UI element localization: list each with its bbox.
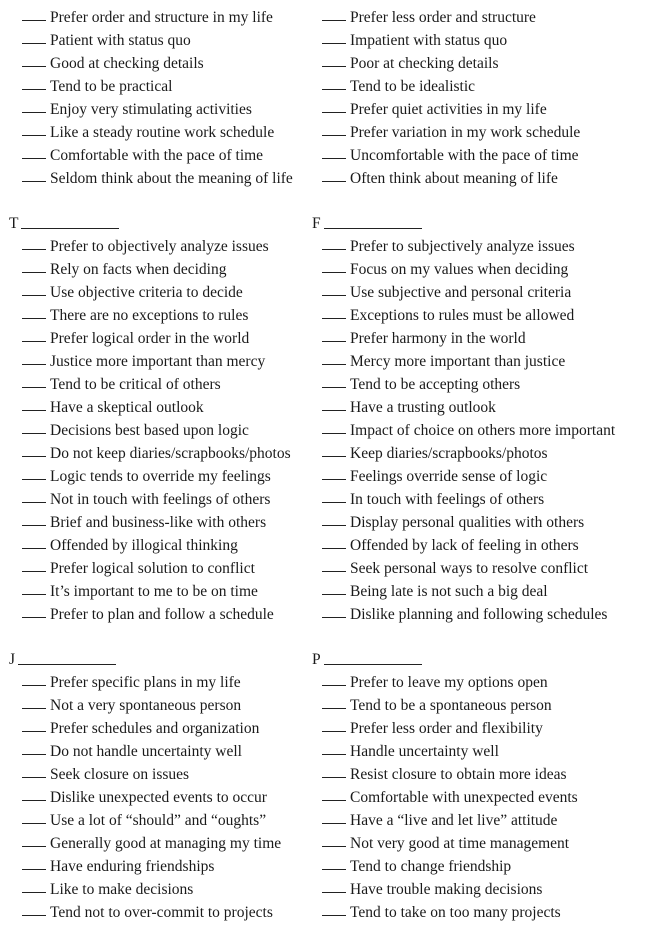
checklist-item-text: Exceptions to rules must be allowed bbox=[350, 307, 575, 324]
checklist-item-text: Handle uncertainty well bbox=[350, 743, 499, 760]
checklist-item-text: Keep diaries/scrapbooks/photos bbox=[350, 445, 548, 462]
check-blank[interactable] bbox=[22, 855, 46, 870]
checklist-item bbox=[22, 304, 291, 327]
check-blank[interactable] bbox=[22, 258, 46, 273]
checklist-item bbox=[322, 603, 615, 626]
checklist-item bbox=[22, 786, 281, 809]
checklist-item bbox=[322, 419, 615, 442]
checklist-item-text: Being late is not such a big deal bbox=[350, 583, 548, 600]
check-blank[interactable] bbox=[22, 52, 46, 67]
check-blank[interactable] bbox=[22, 373, 46, 388]
check-blank[interactable] bbox=[322, 465, 346, 480]
check-blank[interactable] bbox=[322, 786, 346, 801]
checklist-item bbox=[22, 6, 293, 29]
checklist-item bbox=[22, 258, 291, 281]
check-blank[interactable] bbox=[22, 557, 46, 572]
checklist-item bbox=[22, 419, 291, 442]
checklist-item-text: Tend to be idealistic bbox=[350, 78, 476, 95]
check-blank[interactable] bbox=[322, 396, 346, 411]
checklist-item-text: Prefer variation in my work schedule bbox=[350, 124, 581, 141]
check-blank[interactable] bbox=[322, 488, 346, 503]
section3-right-column bbox=[322, 671, 578, 924]
checklist-item-text: Do not keep diaries/scrapbooks/photos bbox=[50, 445, 291, 462]
checklist-item bbox=[22, 580, 291, 603]
check-blank[interactable] bbox=[22, 717, 46, 732]
checklist-item bbox=[22, 511, 291, 534]
checklist-item-text: Prefer harmony in the world bbox=[350, 330, 526, 347]
checklist-item-text: Not in touch with feelings of others bbox=[50, 491, 271, 508]
check-blank[interactable] bbox=[22, 786, 46, 801]
checklist-item bbox=[22, 75, 293, 98]
checklist-item-text: Uncomfortable with the pace of time bbox=[350, 147, 579, 164]
checklist-item-text: Enjoy very stimulating activities bbox=[50, 101, 252, 118]
checklist-item-text: Prefer logical order in the world bbox=[50, 330, 250, 347]
checklist-item bbox=[22, 98, 293, 121]
checklist-item bbox=[322, 235, 615, 258]
checklist-item-text: Use objective criteria to decide bbox=[50, 284, 243, 301]
check-blank[interactable] bbox=[22, 327, 46, 342]
check-blank[interactable] bbox=[22, 29, 46, 44]
check-blank[interactable] bbox=[322, 809, 346, 824]
section2-left-column bbox=[22, 235, 291, 626]
checklist-item bbox=[322, 786, 578, 809]
check-blank[interactable] bbox=[322, 258, 346, 273]
checklist-item-text: Dislike unexpected events to occur bbox=[50, 789, 267, 806]
checklist-item bbox=[22, 396, 291, 419]
section3-left-column bbox=[22, 671, 281, 924]
check-blank[interactable] bbox=[322, 855, 346, 870]
section2-right-column bbox=[322, 235, 615, 626]
checklist-item bbox=[322, 442, 615, 465]
check-blank[interactable] bbox=[22, 740, 46, 755]
check-blank[interactable] bbox=[322, 373, 346, 388]
checklist-item bbox=[322, 121, 580, 144]
check-blank[interactable] bbox=[22, 350, 46, 365]
check-blank[interactable] bbox=[322, 717, 346, 732]
check-blank[interactable] bbox=[322, 98, 346, 113]
checklist-item-text: Brief and business-like with others bbox=[50, 514, 267, 531]
checklist-item bbox=[22, 717, 281, 740]
checklist-item bbox=[22, 29, 293, 52]
check-blank[interactable] bbox=[322, 603, 346, 618]
checklist-item-text: Tend to be practical bbox=[50, 78, 173, 95]
checklist-item-text: Prefer less order and structure bbox=[350, 9, 536, 26]
check-blank[interactable] bbox=[22, 878, 46, 893]
checklist-item-text: Impatient with status quo bbox=[350, 32, 508, 49]
check-blank[interactable] bbox=[322, 534, 346, 549]
checklist-item bbox=[22, 121, 293, 144]
checklist-item bbox=[22, 350, 291, 373]
checklist-item bbox=[22, 534, 291, 557]
checklist-item-text: Resist closure to obtain more ideas bbox=[350, 766, 567, 783]
checklist-item-text: Prefer to leave my options open bbox=[350, 674, 548, 691]
checklist-item bbox=[322, 144, 580, 167]
checklist-item-text: Patient with status quo bbox=[50, 32, 191, 49]
section2-left-header bbox=[9, 214, 119, 234]
section2-right-header bbox=[312, 214, 422, 234]
checklist-item bbox=[22, 740, 281, 763]
header-score-line[interactable] bbox=[18, 650, 116, 665]
checklist-item-text: Have a trusting outlook bbox=[350, 399, 496, 416]
checklist-item bbox=[322, 396, 615, 419]
checklist-item bbox=[322, 98, 580, 121]
check-blank[interactable] bbox=[22, 396, 46, 411]
checklist-item-text: Prefer to objectively analyze issues bbox=[50, 238, 269, 255]
checklist-item bbox=[322, 511, 615, 534]
check-blank[interactable] bbox=[22, 442, 46, 457]
checklist-item-text: It’s important to me to be on time bbox=[50, 583, 258, 600]
header-score-line[interactable] bbox=[324, 214, 422, 229]
checklist-item bbox=[322, 327, 615, 350]
checklist-item-text: Good at checking details bbox=[50, 55, 204, 72]
header-letter-f: F bbox=[312, 215, 321, 232]
check-blank[interactable] bbox=[22, 534, 46, 549]
checklist-item bbox=[322, 75, 580, 98]
checklist-item-text: Seek personal ways to resolve conflict bbox=[350, 560, 589, 577]
checklist-item-text: Do not handle uncertainty well bbox=[50, 743, 242, 760]
checklist-item-text: Like a steady routine work schedule bbox=[50, 124, 275, 141]
check-blank[interactable] bbox=[22, 144, 46, 159]
checklist-item bbox=[322, 855, 578, 878]
checklist-item bbox=[22, 878, 281, 901]
checklist-item-text: Mercy more important than justice bbox=[350, 353, 566, 370]
check-blank[interactable] bbox=[322, 832, 346, 847]
checklist-item-text: Prefer specific plans in my life bbox=[50, 674, 241, 691]
checklist-item bbox=[22, 832, 281, 855]
check-blank[interactable] bbox=[322, 327, 346, 342]
checklist-item bbox=[22, 488, 291, 511]
check-blank[interactable] bbox=[322, 878, 346, 893]
checklist-item-text: Tend not to over-commit to projects bbox=[50, 904, 273, 921]
checklist-item bbox=[322, 281, 615, 304]
checklist-item bbox=[22, 694, 281, 717]
check-blank[interactable] bbox=[322, 52, 346, 67]
check-blank[interactable] bbox=[322, 6, 346, 21]
checklist-item-text: Tend to change friendship bbox=[350, 858, 512, 875]
check-blank[interactable] bbox=[322, 580, 346, 595]
check-blank[interactable] bbox=[322, 235, 346, 250]
checklist-item-text: Poor at checking details bbox=[350, 55, 499, 72]
checklist-item bbox=[22, 52, 293, 75]
checklist-item bbox=[22, 465, 291, 488]
checklist-item-text: Focus on my values when deciding bbox=[350, 261, 569, 278]
checklist-item bbox=[322, 901, 578, 924]
checklist-item-text: Not a very spontaneous person bbox=[50, 697, 242, 714]
check-blank[interactable] bbox=[322, 557, 346, 572]
check-blank[interactable] bbox=[22, 465, 46, 480]
check-blank[interactable] bbox=[22, 603, 46, 618]
checklist-item-text: Have a “live and let live” attitude bbox=[350, 812, 558, 829]
checklist-item bbox=[22, 235, 291, 258]
check-blank[interactable] bbox=[22, 901, 46, 916]
checklist-item-text: Seldom think about the meaning of life bbox=[50, 170, 293, 187]
checklist-item-text: Prefer to plan and follow a schedule bbox=[50, 606, 274, 623]
checklist-item-text: Have a skeptical outlook bbox=[50, 399, 204, 416]
checklist-item-text: Feelings override sense of logic bbox=[350, 468, 548, 485]
check-blank[interactable] bbox=[322, 304, 346, 319]
check-blank[interactable] bbox=[22, 809, 46, 824]
checklist-item bbox=[322, 488, 615, 511]
checklist-item bbox=[22, 167, 293, 190]
check-blank[interactable] bbox=[322, 281, 346, 296]
checklist-item-text: Prefer less order and flexibility bbox=[350, 720, 543, 737]
checklist-item-text: Have trouble making decisions bbox=[350, 881, 543, 898]
checklist-item-text: There are no exceptions to rules bbox=[50, 307, 249, 324]
checklist-item-text: Rely on facts when deciding bbox=[50, 261, 227, 278]
check-blank[interactable] bbox=[322, 419, 346, 434]
checklist-item bbox=[22, 373, 291, 396]
checklist-item-text: Prefer to subjectively analyze issues bbox=[350, 238, 575, 255]
checklist-item-text: Offended by illogical thinking bbox=[50, 537, 238, 554]
checklist-item bbox=[22, 901, 281, 924]
checklist-item bbox=[322, 580, 615, 603]
checklist-item-text: Prefer logical solution to conflict bbox=[50, 560, 255, 577]
check-blank[interactable] bbox=[22, 419, 46, 434]
checklist-item-text: Generally good at managing my time bbox=[50, 835, 282, 852]
checklist-item bbox=[322, 878, 578, 901]
checklist-item-text: Comfortable with unexpected events bbox=[350, 789, 578, 806]
checklist-item bbox=[322, 167, 580, 190]
check-blank[interactable] bbox=[22, 121, 46, 136]
checklist-item bbox=[322, 694, 578, 717]
checklist-item-text: Like to make decisions bbox=[50, 881, 194, 898]
checklist-item bbox=[322, 350, 615, 373]
header-score-line[interactable] bbox=[21, 214, 119, 229]
checklist-item bbox=[22, 442, 291, 465]
checklist-item bbox=[322, 52, 580, 75]
checklist-item-text: Justice more important than mercy bbox=[50, 353, 266, 370]
check-blank[interactable] bbox=[322, 167, 346, 182]
checklist-item bbox=[322, 534, 615, 557]
header-letter-j: J bbox=[9, 651, 16, 668]
check-blank[interactable] bbox=[322, 350, 346, 365]
checklist-item bbox=[22, 144, 293, 167]
check-blank[interactable] bbox=[22, 98, 46, 113]
checklist-item-text: Have enduring friendships bbox=[50, 858, 215, 875]
checklist-item bbox=[322, 832, 578, 855]
checklist-item-text: Prefer order and structure in my life bbox=[50, 9, 273, 26]
checklist-item bbox=[322, 6, 580, 29]
checklist-item bbox=[22, 671, 281, 694]
checklist-item-text: In touch with feelings of others bbox=[350, 491, 545, 508]
check-blank[interactable] bbox=[22, 75, 46, 90]
check-blank[interactable] bbox=[22, 167, 46, 182]
checklist-item-text: Tend to be critical of others bbox=[50, 376, 221, 393]
check-blank[interactable] bbox=[322, 75, 346, 90]
check-blank[interactable] bbox=[22, 580, 46, 595]
checklist-item bbox=[322, 258, 615, 281]
checklist-item-text: Use a lot of “should” and “oughts” bbox=[50, 812, 267, 829]
check-blank[interactable] bbox=[22, 763, 46, 778]
check-blank[interactable] bbox=[22, 694, 46, 709]
header-letter-p: P bbox=[312, 651, 321, 668]
check-blank[interactable] bbox=[322, 511, 346, 526]
check-blank[interactable] bbox=[22, 235, 46, 250]
check-blank[interactable] bbox=[322, 763, 346, 778]
checklist-item bbox=[22, 763, 281, 786]
check-blank[interactable] bbox=[22, 304, 46, 319]
checklist-item-text: Comfortable with the pace of time bbox=[50, 147, 264, 164]
checklist-item-text: Offended by lack of feeling in others bbox=[350, 537, 579, 554]
checklist-item bbox=[22, 281, 291, 304]
checklist-item-text: Dislike planning and following schedules bbox=[350, 606, 608, 623]
check-blank[interactable] bbox=[322, 901, 346, 916]
checklist-item bbox=[322, 29, 580, 52]
checklist-item bbox=[322, 717, 578, 740]
checklist-item-text: Display personal qualities with others bbox=[350, 514, 585, 531]
check-blank[interactable] bbox=[22, 511, 46, 526]
checklist-item bbox=[322, 304, 615, 327]
check-blank[interactable] bbox=[22, 488, 46, 503]
checklist-item-text: Tend to be a spontaneous person bbox=[350, 697, 552, 714]
checklist-item-text: Tend to be accepting others bbox=[350, 376, 521, 393]
check-blank[interactable] bbox=[322, 694, 346, 709]
check-blank[interactable] bbox=[322, 121, 346, 136]
checklist-item-text: Decisions best based upon logic bbox=[50, 422, 249, 439]
check-blank[interactable] bbox=[22, 832, 46, 847]
check-blank[interactable] bbox=[322, 442, 346, 457]
checklist-item bbox=[22, 557, 291, 580]
checklist-item-text: Seek closure on issues bbox=[50, 766, 190, 783]
checklist-item-text: Not very good at time management bbox=[350, 835, 570, 852]
check-blank[interactable] bbox=[22, 6, 46, 21]
checklist-item-text: Tend to take on too many projects bbox=[350, 904, 561, 921]
section1-left-column bbox=[22, 6, 293, 190]
check-blank[interactable] bbox=[322, 144, 346, 159]
checklist-item bbox=[22, 809, 281, 832]
section3-right-header bbox=[312, 650, 422, 670]
checklist-item-text: Prefer schedules and organization bbox=[50, 720, 260, 737]
checklist-item bbox=[322, 671, 578, 694]
section3-left-header bbox=[9, 650, 116, 670]
checklist-item bbox=[322, 465, 615, 488]
checklist-item bbox=[322, 740, 578, 763]
check-blank[interactable] bbox=[322, 740, 346, 755]
header-letter-t: T bbox=[9, 215, 19, 232]
header-score-line[interactable] bbox=[324, 650, 422, 665]
checklist-item bbox=[22, 603, 291, 626]
checklist-item-text: Logic tends to override my feelings bbox=[50, 468, 271, 485]
checklist-item bbox=[22, 855, 281, 878]
checklist-item bbox=[322, 557, 615, 580]
checklist-item bbox=[322, 809, 578, 832]
checklist-item bbox=[22, 327, 291, 350]
checklist-item bbox=[322, 373, 615, 396]
checklist-item-text: Prefer quiet activities in my life bbox=[350, 101, 547, 118]
checklist-item-text: Use subjective and personal criteria bbox=[350, 284, 572, 301]
check-blank[interactable] bbox=[322, 671, 346, 686]
checklist-item bbox=[322, 763, 578, 786]
section1-right-column bbox=[322, 6, 580, 190]
check-blank[interactable] bbox=[22, 281, 46, 296]
checklist-item-text: Impact of choice on others more important bbox=[350, 422, 616, 439]
checklist-item-text: Often think about meaning of life bbox=[350, 170, 558, 187]
check-blank[interactable] bbox=[22, 671, 46, 686]
check-blank[interactable] bbox=[322, 29, 346, 44]
